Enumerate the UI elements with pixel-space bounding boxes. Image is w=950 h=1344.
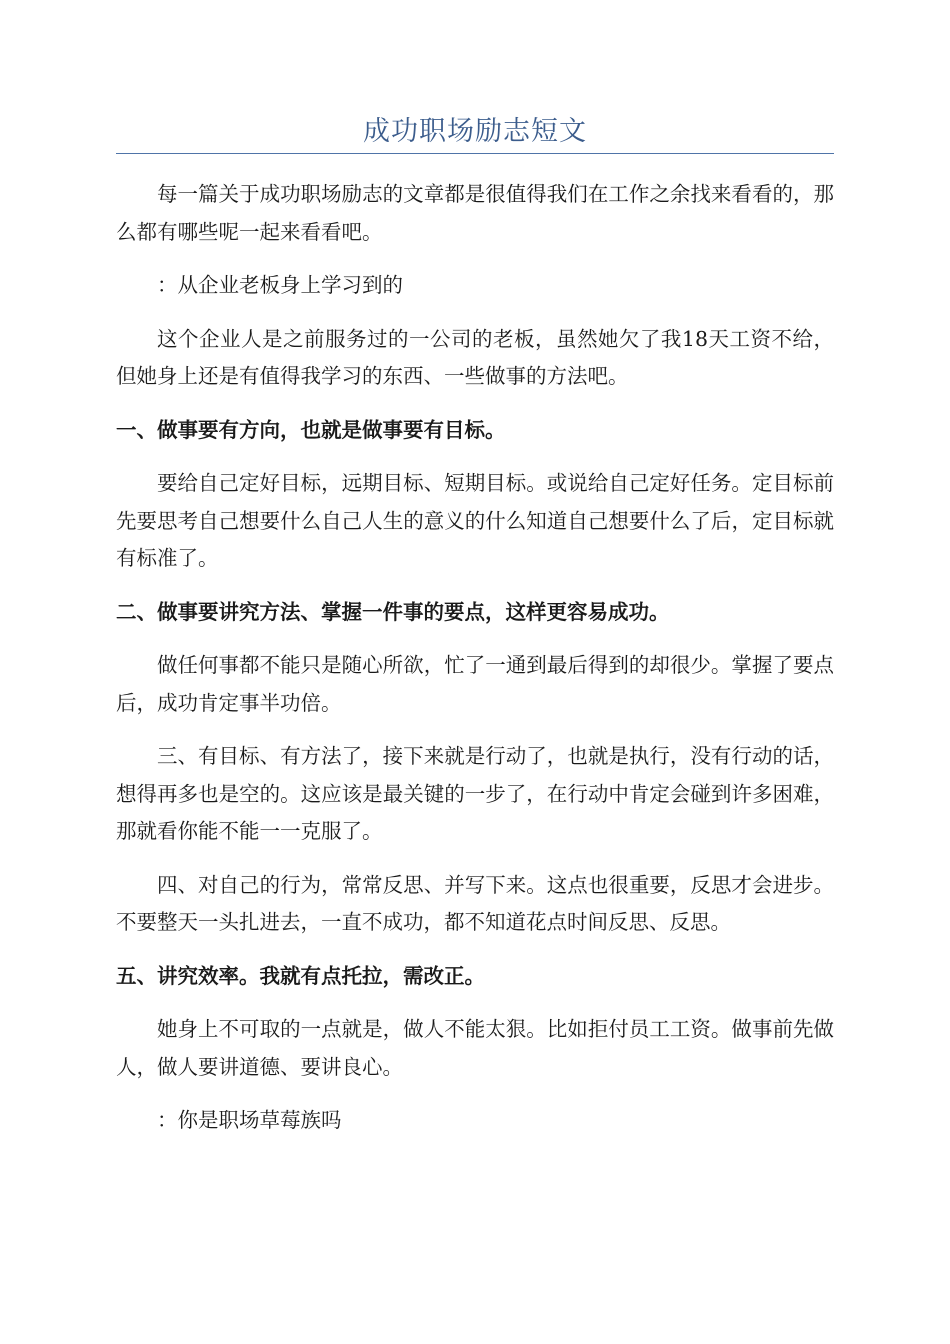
paragraph-subheading-strawberry: ：你是职场草莓族吗 xyxy=(157,1108,342,1132)
paragraph-subheading-boss: ：从企业老板身上学习到的 xyxy=(157,273,403,297)
heading-point-1: 一、做事要有方向，也就是做事要有目标。 xyxy=(116,417,506,442)
heading-point-2: 二、做事要讲究方法、掌握一件事的要点，这样更容易成功。 xyxy=(116,599,670,624)
document-page xyxy=(116,0,834,1344)
title-underline xyxy=(116,153,834,154)
document-title: 成功职场励志短文 xyxy=(363,116,587,147)
paragraph-intro: 每一篇关于成功职场励志的文章都是很值得我们在工作之余找来看看的，那么都有哪些呢一起来看看吧。 xyxy=(116,182,834,244)
paragraph-point-5: 她身上不可取的一点就是，做人不能太狠。比如拒付员工工资。做事前先做人，做人要讲道德、要讲良心。 xyxy=(116,1017,834,1079)
document-body xyxy=(116,176,834,1156)
paragraph-point-2: 做任何事都不能只是随心所欲，忙了一通到最后得到的却很少。掌握了要点后，成功肯定事半功倍。 xyxy=(116,653,834,715)
paragraph-point-3: 三、有目标、有方法了，接下来就是行动了，也就是执行，没有行动的话，想得再多也是空的。这应该是最关键的一步了，在行动中肯定会碰到许多困难，那就看你能不能一一克服了。 xyxy=(116,744,834,843)
paragraph-point-1: 要给自己定好目标，远期目标、短期目标。或说给自己定好任务。定目标前先要思考自己想要什么自己人生的意义的什么知道自己想要什么了后，定目标就有标准了。 xyxy=(116,471,834,570)
paragraph-boss-background: 这个企业人是之前服务过的一公司的老板，虽然她欠了我18天工资不给，但她身上还是有值得我学习的东西、一些做事的方法吧。 xyxy=(116,326,834,388)
heading-point-5: 五、讲究效率。我就有点托拉，需改正。 xyxy=(116,963,485,988)
paragraph-point-4: 四、对自己的行为，常常反思、并写下来。这点也很重要，反思才会进步。不要整天一头扎进去，一直不成功，都不知道花点时间反思、反思。 xyxy=(116,872,834,934)
